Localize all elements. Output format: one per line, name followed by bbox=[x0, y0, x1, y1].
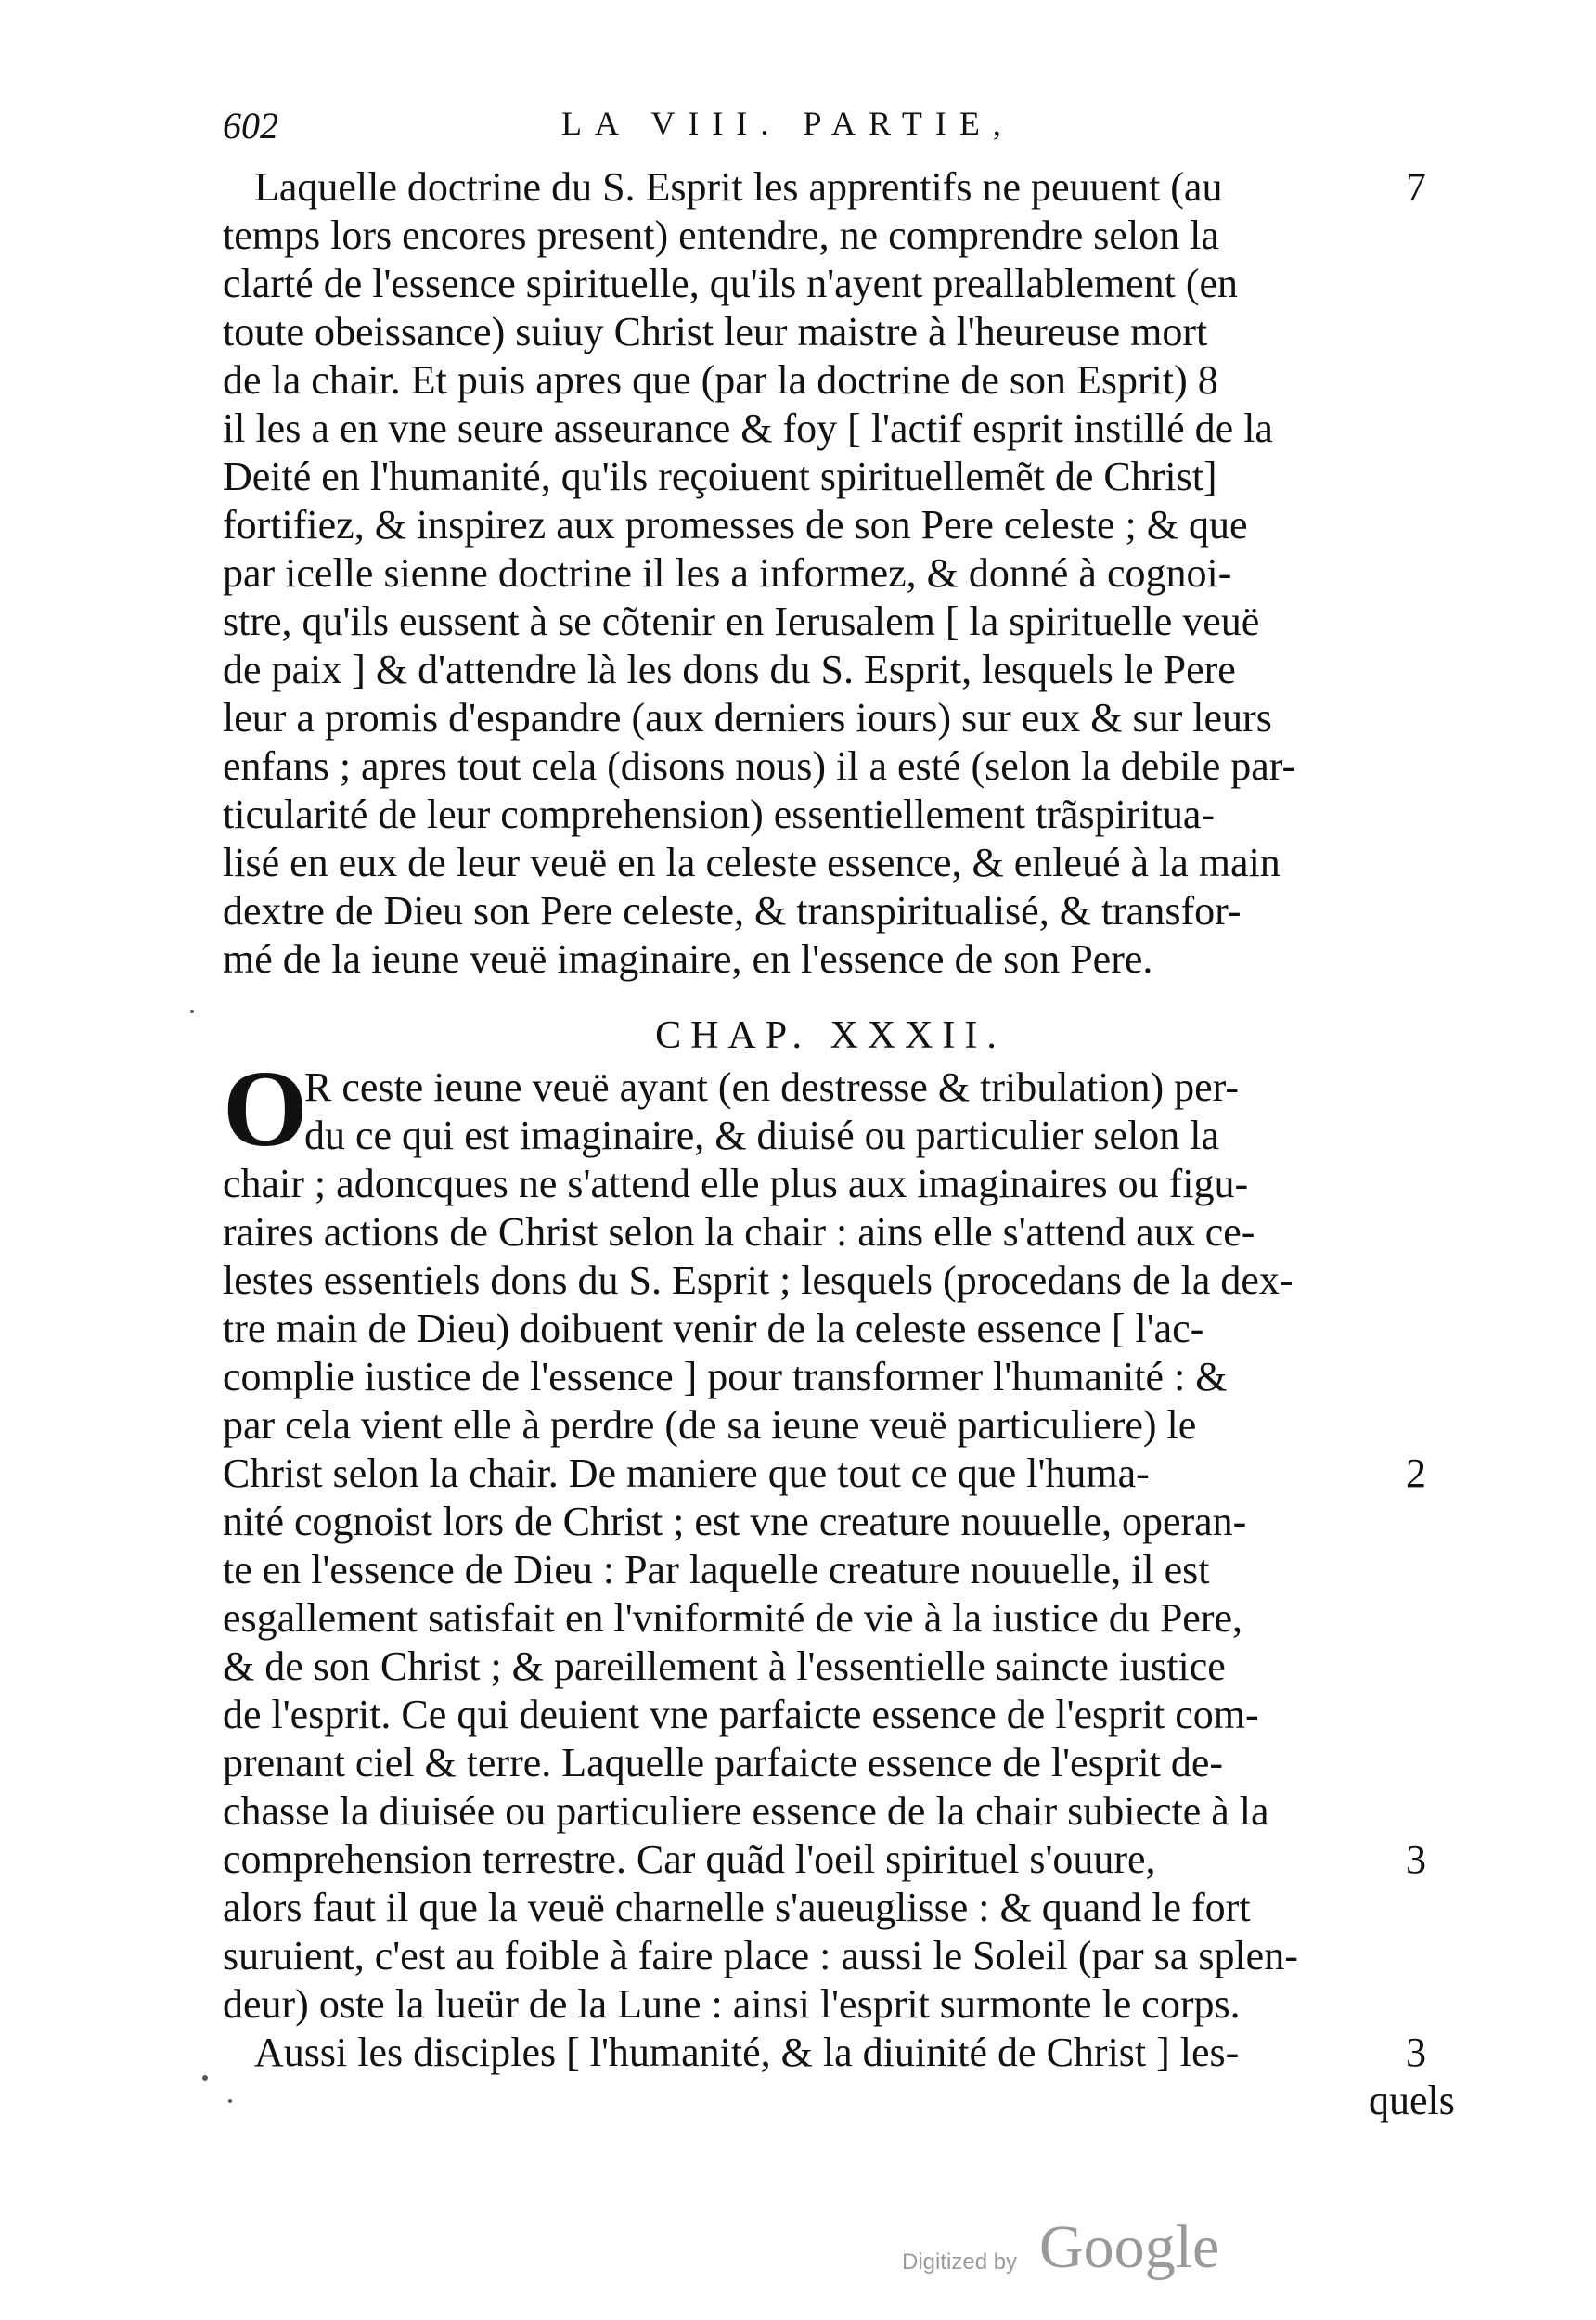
ink-speck bbox=[190, 1010, 194, 1013]
text-line: comprehension terrestre. Car quãd l'oeil spirituel s'ouure, bbox=[223, 1837, 1156, 1882]
text-line: R ceste ieune veuë ayant (en destresse & tribulation) per- bbox=[304, 1064, 1240, 1110]
text-line: il les a en vne seure asseurance & foy [ l'actif esprit instillé de la bbox=[223, 406, 1273, 451]
text-line: esgallement satisfait en l'vniformité de vie à la iustice du Pere, bbox=[223, 1595, 1243, 1641]
text-line: par icelle sienne doctrine il les a informez, & donné à cognoi- bbox=[223, 550, 1232, 596]
drop-cap: O bbox=[223, 1048, 308, 1169]
text-line: & de son Christ ; & pareillement à l'essentielle saincte iustice bbox=[223, 1643, 1226, 1689]
ink-speck bbox=[228, 2099, 232, 2103]
catchword: quels bbox=[1369, 2078, 1455, 2123]
text-line: lestes essentiels dons du S. Esprit ; lesquels (procedans de la dex- bbox=[223, 1257, 1294, 1303]
text-line: nité cognoist lors de Christ ; est vne creature nouuelle, operan- bbox=[223, 1499, 1247, 1544]
text-line: Laquelle doctrine du S. Esprit les apprentifs ne peuuent (au bbox=[254, 164, 1223, 210]
digitization-watermark bbox=[902, 2213, 1255, 2292]
page-header bbox=[223, 104, 1448, 160]
text-line: de l'esprit. Ce qui deuient vne parfaicte essence de l'esprit com- bbox=[223, 1692, 1259, 1737]
text-line: raires actions de Christ selon la chair : ains elle s'attend aux ce- bbox=[223, 1209, 1255, 1255]
text-line: mé de la ieune veuë imaginaire, en l'essence de son Pere. bbox=[223, 936, 1153, 982]
text-line: du ce qui est imaginaire, & diuisé ou particulier selon la bbox=[304, 1113, 1220, 1158]
text-line: de paix ] & d'attendre là les dons du S. Esprit, lesquels le Pere bbox=[223, 647, 1236, 692]
running-head: LA VIII. PARTIE, bbox=[561, 105, 1014, 142]
margin-number: 3 bbox=[1406, 1837, 1426, 1882]
margin-number: 7 bbox=[1406, 164, 1426, 210]
text-line: prenant ciel & terre. Laquelle parfaicte essence de l'esprit de- bbox=[223, 1740, 1224, 1785]
text-line: Deité en l'humanité, qu'ils reçoiuent spirituellemẽt de Christ] bbox=[223, 454, 1217, 499]
text-line: temps lors encores present) entendre, ne comprendre selon la bbox=[223, 213, 1219, 258]
text-line: suruient, c'est au foible à faire place : aussi le Soleil (par sa splen- bbox=[223, 1933, 1298, 1978]
text-line: de la chair. Et puis apres que (par la doctrine de son Esprit) 8 bbox=[223, 357, 1218, 403]
text-line: complie iustice de l'essence ] pour transformer l'humanité : & bbox=[223, 1354, 1228, 1399]
text-line: lisé en eux de leur veuë en la celeste essence, & enleué à la main bbox=[223, 840, 1281, 885]
ink-speck bbox=[202, 2075, 208, 2081]
text-line: enfans ; apres tout cela (disons nous) il a esté (selon la debile par- bbox=[223, 743, 1296, 789]
margin-number: 2 bbox=[1406, 1450, 1426, 1496]
text-line: tre main de Dieu) doibuent venir de la celeste essence [ l'ac- bbox=[223, 1306, 1204, 1351]
digitized-by-text: Digitized by bbox=[902, 2249, 1018, 2275]
chapter-title: CHAP. XXXII. bbox=[655, 1014, 1006, 1057]
text-line: stre, qu'ils eussent à se cõtenir en Ierusalem [ la spirituelle veuë bbox=[223, 599, 1260, 644]
text-line: leur a promis d'espandre (aux derniers iours) sur eux & sur leurs bbox=[223, 695, 1272, 741]
google-logo: Google bbox=[1039, 2213, 1220, 2281]
text-line: ticularité de leur comprehension) essentiellement trãspiritua- bbox=[223, 792, 1216, 837]
text-line: chasse la diuisée ou particuliere essence de la chair subiecte à la bbox=[223, 1788, 1269, 1834]
text-line: Aussi les disciples [ l'humanité, & la diuinité de Christ ] les- bbox=[254, 2030, 1240, 2075]
text-line: dextre de Dieu son Pere celeste, & transpiritualisé, & transfor- bbox=[223, 888, 1242, 934]
text-line: te en l'essence de Dieu : Par laquelle creature nouuelle, il est bbox=[223, 1547, 1210, 1592]
text-line: clarté de l'essence spirituelle, qu'ils n'ayent preallablement (en bbox=[223, 261, 1239, 306]
text-line: par cela vient elle à perdre (de sa ieune veuë particuliere) le bbox=[223, 1402, 1197, 1448]
text-line: toute obeissance) suiuy Christ leur maistre à l'heureuse mort bbox=[223, 309, 1208, 354]
text-line: deur) oste la lueür de la Lune : ainsi l'esprit surmonte le corps. bbox=[223, 1981, 1241, 2027]
text-line: Christ selon la chair. De maniere que tout ce que l'huma- bbox=[223, 1450, 1150, 1496]
text-line: alors faut il que la veuë charnelle s'aueuglisse : & quand le fort bbox=[223, 1885, 1251, 1930]
text-line: fortifiez, & inspirez aux promesses de son Pere celeste ; & que bbox=[223, 502, 1248, 548]
text-line: chair ; adoncques ne s'attend elle plus aux imaginaires ou figu- bbox=[223, 1161, 1249, 1206]
margin-number: 3 bbox=[1406, 2030, 1426, 2075]
page-number: 602 bbox=[223, 105, 278, 147]
